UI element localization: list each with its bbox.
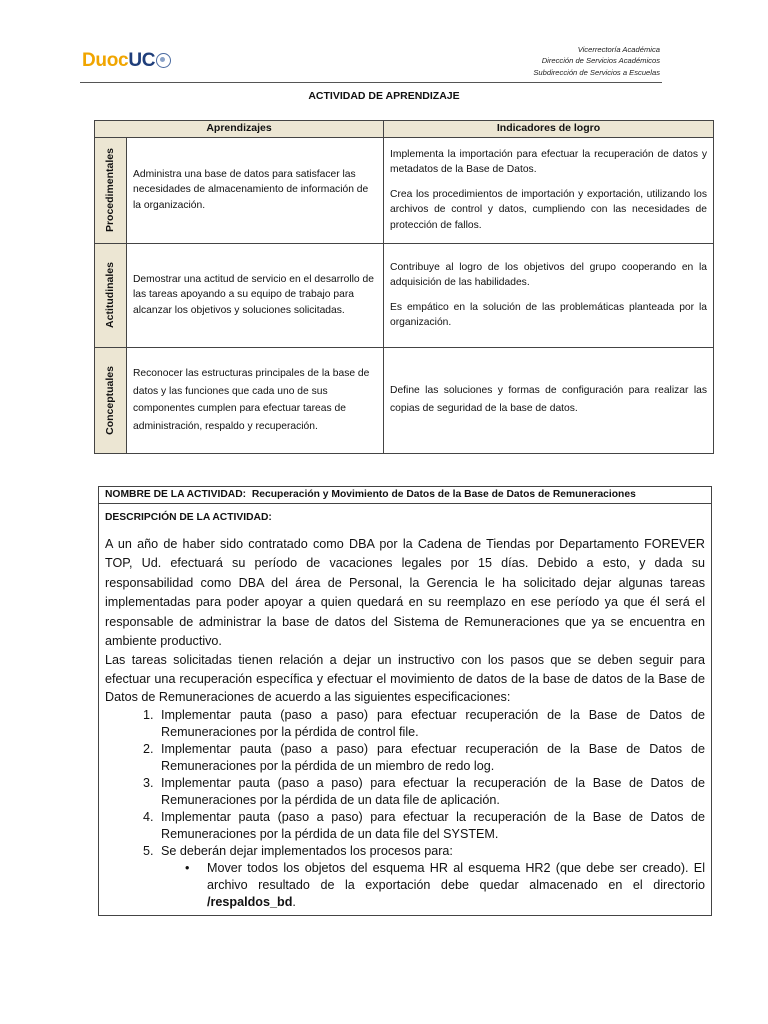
subtask-list [161, 860, 705, 911]
aprendizaje-cell [127, 243, 384, 347]
table-header-row [95, 121, 714, 138]
header-institution [533, 44, 660, 78]
col-indicadores: Indicadores de logro [384, 121, 714, 138]
learning-table [94, 120, 714, 454]
table-row [95, 243, 714, 347]
col-aprendizajes: Aprendizajes [95, 121, 384, 138]
row-label: Actitudinales [103, 262, 116, 328]
activity-paragraph: Las tareas solicitadas tienen relación a dejar un instructivo con los pasos que se deben seguir para efectuar una recuperación específica y efectuar el movimiento de datos de la base de datos de la Base de Datos de Remuneraciones de acuerdo a las siguientes especificaciones: [105, 653, 705, 705]
activity-name-row [99, 487, 711, 504]
row-label-cell [95, 137, 127, 243]
page-title: ACTIVIDAD DE APRENDIZAJE [308, 90, 460, 102]
activity-box [98, 486, 712, 916]
bullet-icon: • [185, 860, 190, 875]
row-label-cell [95, 243, 127, 347]
indicador-text: Contribuye al logro de los objetivos del grupo cooperando en la adquisición de las habilidades. [390, 261, 707, 288]
activity-description-label: DESCRIPCIÓN DE LA ACTIVIDAD: [105, 512, 272, 523]
seal-icon [156, 53, 171, 68]
aprendizaje-cell [127, 347, 384, 453]
subtask-directory: /respaldos_bd [207, 894, 293, 909]
table-row [95, 347, 714, 453]
subtask-end: . [292, 894, 296, 909]
activity-body [99, 504, 711, 911]
activity-paragraph: A un año de haber sido contratado como DBA por la Cadena de Tiendas por Departamento FOREVER TOP, Ud. efectuará su período de vacaciones legales por 15 días. Debido a esto, y dada su responsabilidad como DBA del área de Personal, la Gerencia le ha solicitado dejar algunas tareas implementadas para poder apoyar a quien quedará en su reemplazo en ese período ya que él será el responsable de administrar la base de datos del Sistema de Remuneraciones que ya se encuentra en ambiente productivo. [105, 537, 705, 649]
list-item: 3. Implementar pauta (paso a paso) para efectuar la recuperación de la Base de Datos de Remuneraciones por la pérdida de un data file de aplicación. [157, 775, 705, 809]
indicadores-cell [384, 137, 714, 243]
list-item [157, 843, 705, 911]
activity-name-value: Recuperación y Movimiento de Datos de la Base de Datos de Remuneraciones [251, 489, 636, 500]
row-label: Procedimentales [103, 147, 116, 233]
indicador-text: Define las soluciones y formas de configuración para realizar las copias de seguridad de la base de datos. [390, 384, 707, 414]
header-line: Subdirección de Servicios a Escuelas [533, 67, 660, 77]
duocuc-logo [82, 50, 171, 72]
task-list [105, 707, 705, 911]
subtask-text: Mover todos los objetos del esquema HR al esquema HR2 (que debe ser creado). El archivo resultado de la exportación debe quedar almacenado en el directorio [207, 860, 705, 892]
activity-name-label: NOMBRE DE LA ACTIVIDAD: [105, 489, 247, 500]
logo-duoc: Duoc [82, 50, 129, 71]
list-item: 4. Implementar pauta (paso a paso) para efectuar la recuperación de la Base de Datos de Remuneraciones por la pérdida de un data file del SYSTEM. [157, 809, 705, 843]
indicador-text: Es empático en la solución de las problemáticas planteada por la organización. [390, 301, 707, 328]
list-item: 1. Implementar pauta (paso a paso) para efectuar recuperación de la Base de Datos de Remuneraciones por la pérdida de control file. [157, 707, 705, 741]
indicador-text: Implementa la importación para efectuar la recuperación de datos y metadatos de la Base de Datos. [390, 148, 707, 176]
logo-uc: UC [128, 50, 156, 71]
task-text: Se deberán dejar implementados los procesos para: [161, 843, 453, 858]
header-line: Vicerrectoría Académica [577, 45, 660, 54]
table-row [95, 137, 714, 243]
list-item: 2. Implementar pauta (paso a paso) para efectuar recuperación de la Base de Datos de Remuneraciones por la pérdida de un miembro de redo log. [157, 741, 705, 775]
page-header [80, 40, 662, 83]
indicadores-cell [384, 243, 714, 347]
aprendizaje-cell [127, 137, 384, 243]
indicador-text: Crea los procedimientos de importación y exportación, utilizando los archivos de control y datos, cumpliendo con las necesidades de protección de fallos. [390, 188, 707, 231]
indicadores-cell [384, 347, 714, 453]
row-label: Conceptuales [103, 365, 116, 435]
aprendizaje-text: Reconocer las estructuras principales de la base de datos y las funciones que cada uno de sus componentes cumplen para efectuar tareas de administración, respaldo y recuperación. [133, 368, 370, 432]
aprendizaje-text: Demostrar una actitud de servicio en el desarrollo de las tareas apoyando a su equipo de trabajo para alcanzar los objetivos y soluciones solicitadas. [133, 273, 374, 316]
row-label-cell [95, 347, 127, 453]
subtask-item [185, 860, 705, 911]
aprendizaje-text: Administra una base de datos para satisfacer las necesidades de almacenamiento de información de la organización. [133, 168, 369, 211]
header-line: Dirección de Servicios Académicos [541, 56, 660, 66]
